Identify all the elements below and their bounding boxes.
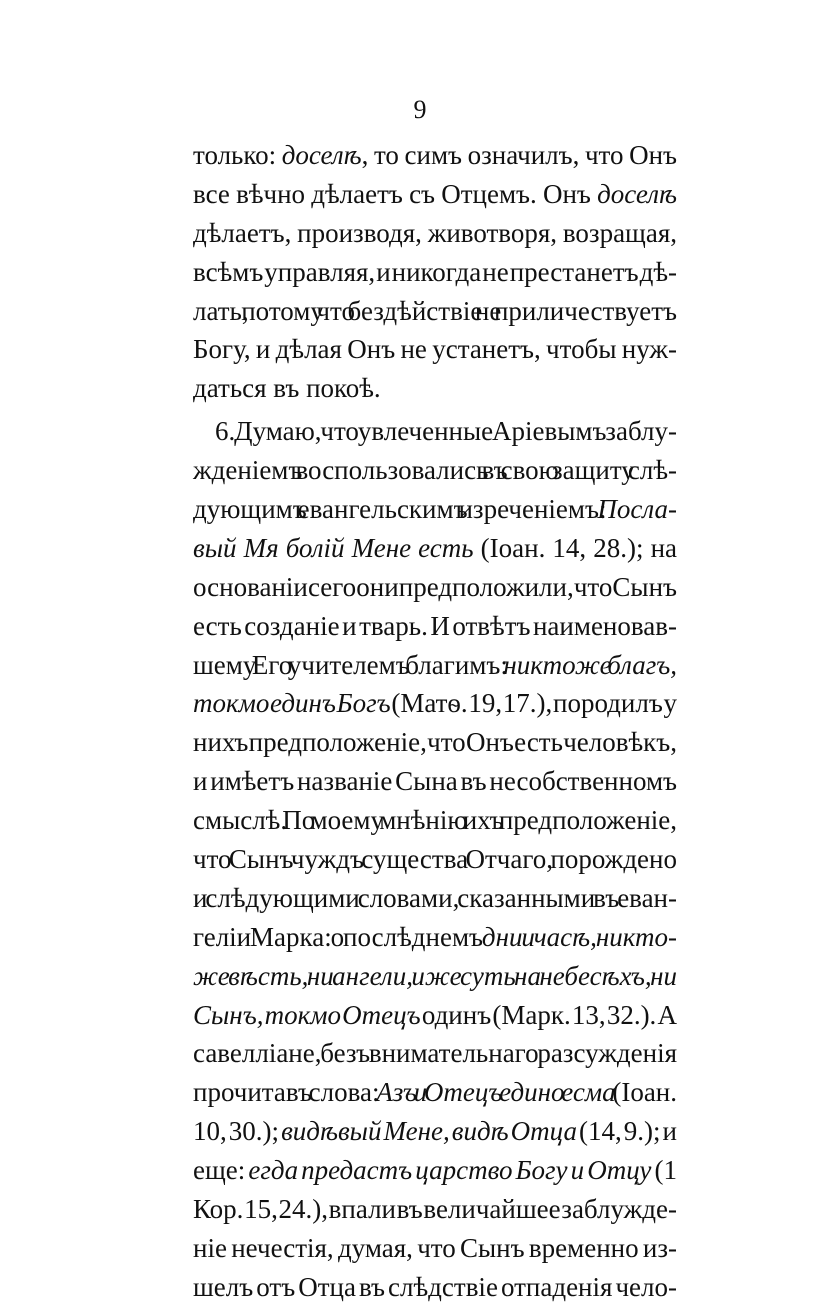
italic-quote-segment: доселѣ <box>281 140 362 170</box>
text-segment: 10, 30.); <box>193 1116 282 1147</box>
text-segment: все вѣчно дѣлаетъ съ Отцемъ. Онъ <box>193 178 598 209</box>
text-line <box>193 1073 677 1112</box>
text-line <box>193 1112 677 1151</box>
italic-quote-segment: Посла- <box>597 494 677 525</box>
text-segment: дѣлаетъ, производя, животворя, возращая, <box>193 217 677 248</box>
text-segment: и имѣетъ названіе Сына въ несобственномъ <box>193 766 677 797</box>
text-line <box>193 490 677 529</box>
text-segment: еще: <box>193 1155 249 1186</box>
text-line <box>193 607 677 646</box>
text-line <box>193 451 677 490</box>
text-segment: геліи Марка: <box>193 921 331 952</box>
text-line <box>193 253 677 292</box>
text-segment: 6. Думаю, что увлеченные Аріевымъ заблу- <box>215 416 677 447</box>
text-line <box>193 568 677 607</box>
text-line <box>193 840 677 879</box>
text-line <box>193 996 677 1035</box>
italic-quote-segment: егда предастъ царство Богу и Отцу <box>248 1155 652 1186</box>
text-segment: основаніи сего они предположили, что Сынъ <box>193 571 677 602</box>
text-line <box>193 723 677 762</box>
text-line <box>193 1190 677 1229</box>
text-segment: жденіемъ воспользовались въ свою защиту слѣ- <box>193 455 677 486</box>
text-line <box>193 879 677 918</box>
text-segment: дующимъ евангельскимъ изреченіемъ: <box>193 494 598 525</box>
text-line <box>193 1268 677 1307</box>
text-line <box>193 1151 677 1190</box>
text-segment: (Іоан. 14, 28.); на <box>473 532 677 563</box>
text-line <box>193 330 677 369</box>
italic-quote-segment: никтоже благъ, <box>503 649 678 680</box>
text-segment: (14, 9.); и <box>576 1116 678 1147</box>
text-line <box>193 684 677 723</box>
text-segment: Кор. 15, 24.), впали въ величайшее заблужде- <box>193 1194 677 1225</box>
text-line <box>193 369 677 408</box>
page-number: 9 <box>413 95 427 124</box>
text-segment: шелъ отъ Отца въ слѣдствіе отпаденія чело- <box>193 1271 678 1302</box>
text-segment: (1 <box>651 1155 678 1186</box>
text-segment: (Іоан. <box>615 1077 677 1108</box>
text-segment: , то симъ означилъ, что Онъ <box>361 140 677 170</box>
text-line <box>193 136 677 175</box>
text-line <box>193 646 677 685</box>
text-line <box>193 175 677 214</box>
text-line <box>193 529 677 568</box>
text-segment: нихъ предположеніе, что Онъ есть человѣкъ, <box>193 727 677 758</box>
text-segment: Богу, и дѣлая Онъ не устанетъ, чтобы нуж- <box>193 334 677 365</box>
text-segment: о послѣднемъ <box>330 921 482 952</box>
text-segment: прочитавъ слова: <box>193 1077 377 1108</box>
text-segment: смыслѣ. По моему мнѣнію ихъ предположеніе, <box>193 805 678 836</box>
text-segment: есть созданіе и тварь. И отвѣтъ наименовав- <box>193 610 677 641</box>
text-segment: ніе нечестія, думая, что Сынъ временно из- <box>193 1232 677 1263</box>
text-segment: всѣмъ управляя, и никогда не престанетъ дѣ- <box>193 256 677 287</box>
italic-quote-segment: видѣвый Мене, видѣ Отца <box>281 1116 577 1147</box>
italic-quote-segment: вый Мя болій Мене есть <box>193 532 474 563</box>
text-segment: и слѣдующими словами, сказанными въ еван- <box>193 882 677 913</box>
italic-quote-segment: токмо единъ Богъ <box>193 688 391 719</box>
text-segment: савелліане, безъ внимательнаго разсужденія <box>193 1038 677 1069</box>
text-line <box>193 214 677 253</box>
italic-quote-segment: дни и часѣ, никто- <box>481 921 677 952</box>
text-line <box>193 801 677 840</box>
italic-quote-segment: Азъ и Отецъ едино есма <box>376 1077 616 1108</box>
text-segment: шему Его учителемъ благимъ: <box>193 649 504 680</box>
text-line <box>193 957 677 996</box>
text-segment: (Матѳ. 19, 17.), породилъ у <box>390 688 677 719</box>
body-text <box>193 136 677 1307</box>
text-line <box>193 762 677 801</box>
text-line <box>193 1034 677 1073</box>
text-segment: даться въ покоѣ. <box>193 373 381 404</box>
italic-quote-segment: же вѣсть, ни ангели, иже суть на небесѣхъ, ни <box>193 960 677 991</box>
text-line <box>193 292 677 331</box>
italic-quote-segment: доселѣ <box>597 178 677 209</box>
text-segment: только: <box>193 140 282 170</box>
italic-quote-segment: Сынъ, токмо Отецъ <box>193 999 421 1030</box>
text-segment: что Сынъ чуждъ существа Отчаго, порождено <box>193 844 677 875</box>
text-line <box>193 1229 677 1268</box>
text-line <box>193 412 677 451</box>
text-line <box>193 918 677 957</box>
text-segment: одинъ (Марк. 13, 32.). А <box>420 999 677 1030</box>
text-segment: лать, потому что бездѣйствіе не приличествуетъ <box>193 295 677 326</box>
